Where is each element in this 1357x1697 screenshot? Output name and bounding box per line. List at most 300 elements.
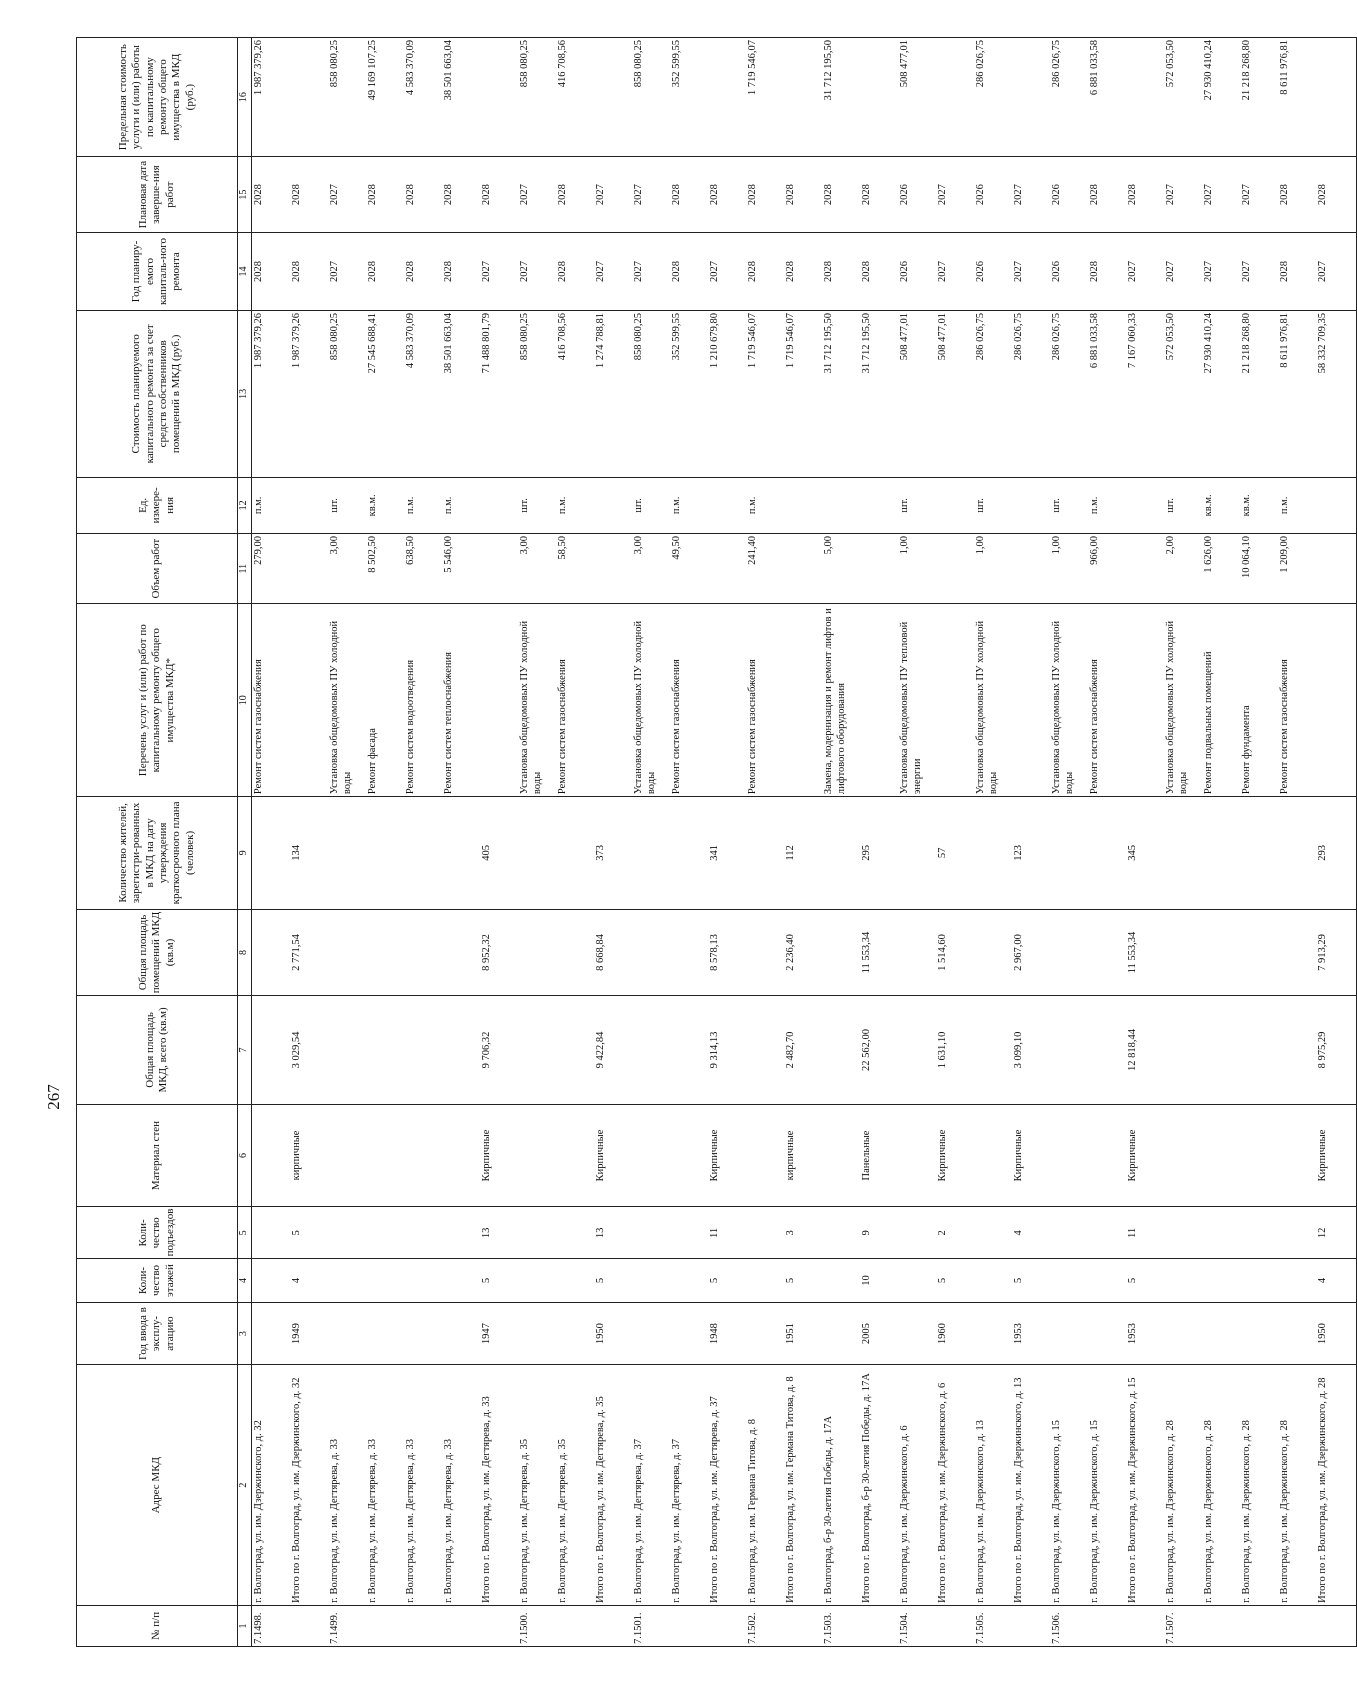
table-cell (329, 998, 367, 1101)
table-cell: 13 (481, 1227, 492, 1239)
table-cell: 2028 (481, 184, 492, 206)
table-cell: 4 583 370,09 (405, 40, 416, 96)
table-cell: 2028 (709, 184, 720, 206)
table-cell: г. Волгоград, ул. им. Дзержинского, д. 13 (975, 1420, 986, 1603)
table-cell: 1 987 379,26 (253, 40, 264, 96)
table-cell: Ремонт систем газоснабжения (671, 659, 682, 795)
table-cell: 10 064,10 (1241, 536, 1252, 578)
table-cell: п.м. (747, 496, 758, 515)
table-cell (899, 1305, 937, 1363)
col-16-cell (252, 38, 1357, 157)
table-cell: 8 952,32 (481, 934, 492, 971)
table-cell: 1 210 679,80 (709, 312, 720, 369)
table-cell: 134 (291, 845, 302, 861)
table-cell (823, 912, 861, 994)
table-cell (1013, 40, 1051, 154)
table-cell: 2028 (823, 184, 834, 206)
table-cell (1127, 606, 1165, 794)
table-cell (937, 40, 975, 154)
table-cell (1279, 1209, 1317, 1256)
table-cell: п.м. (405, 496, 416, 515)
col-10-cell (252, 604, 1357, 797)
table-cell: г. Волгоград, ул. им. Дзержинского, д. 6 (899, 1425, 910, 1603)
table-cell (557, 1209, 595, 1256)
col-number: 12 (238, 477, 252, 533)
table-cell: 1 987 379,26 (253, 312, 264, 369)
table-cell: 21 218 268,80 (1241, 40, 1252, 101)
table-cell: 1950 (595, 1323, 606, 1345)
table-cell (1013, 606, 1051, 794)
table-cell: 286 026,75 (1051, 40, 1062, 88)
table-cell: кв.м. (1203, 494, 1214, 517)
col-number: 5 (238, 1207, 252, 1259)
table-cell (1203, 1261, 1241, 1299)
col-header: № п/п (77, 1605, 238, 1646)
table-cell (1203, 1107, 1241, 1205)
table-cell: 9 314,13 (709, 1031, 720, 1069)
table-cell (1051, 799, 1089, 907)
table-cell: Итого по г. Волгоград, ул. им. Дегтярева, д. 35 (595, 1396, 606, 1603)
table-cell: 31 712 195,50 (861, 312, 872, 374)
table-cell: 1950 (1317, 1323, 1328, 1345)
table-cell: 1953 (1127, 1323, 1138, 1345)
table-cell: Установка общедомовых ПУ тепловой энергии (899, 621, 923, 795)
table-cell (1127, 480, 1165, 531)
table-cell: 8 668,84 (595, 934, 606, 971)
table-cell (899, 912, 937, 994)
table-cell (975, 1261, 1013, 1299)
col-number: 7 (238, 996, 252, 1104)
table-cell (557, 998, 595, 1101)
table-cell: 2028 (1127, 184, 1138, 206)
table-cell: 508 477,01 (937, 312, 948, 361)
table-cell (937, 536, 975, 601)
table-cell (329, 1305, 367, 1363)
table-cell: 2027 (1127, 261, 1138, 282)
table-cell (861, 536, 899, 601)
table-cell (1241, 1209, 1279, 1256)
col-number: 11 (238, 534, 252, 604)
table-cell (405, 1608, 443, 1644)
table-cell: 2027 (1317, 261, 1328, 282)
table-cell (1089, 1305, 1127, 1363)
table-cell: 345 (1127, 845, 1138, 861)
table-cell: 2,00 (1165, 536, 1176, 555)
table-cell (1165, 1209, 1203, 1256)
col-number: 14 (238, 233, 252, 311)
table-cell: 3,00 (519, 536, 530, 555)
table-cell: Кирпичные (1317, 1129, 1328, 1182)
table-cell (1051, 1107, 1089, 1205)
table-cell: 2028 (405, 261, 416, 282)
table-cell: 2028 (1089, 184, 1100, 206)
table-cell: 1947 (481, 1323, 492, 1345)
table-cell (747, 998, 785, 1101)
col-13-cell (252, 310, 1357, 477)
table-cell: 2028 (785, 261, 796, 282)
table-cell: 2026 (899, 261, 910, 282)
table-cell (1051, 1305, 1089, 1363)
table-cell: 2026 (1051, 184, 1062, 206)
table-cell: 2028 (1279, 184, 1290, 206)
header-row (77, 38, 238, 1647)
table-cell (899, 1107, 937, 1205)
col-1-cell (252, 1605, 1357, 1646)
table-cell: г. Волгоград, ул. им. Дзержинского, д. 15 (1051, 1420, 1062, 1603)
table-cell (633, 1209, 671, 1256)
col-header: Материал стен (77, 1104, 238, 1207)
table-cell: 7.1500. (519, 1612, 530, 1644)
table-cell: 405 (481, 845, 492, 861)
table-cell: кирпичные (785, 1130, 796, 1181)
table-cell (481, 480, 519, 531)
col-9-cell (252, 797, 1357, 910)
table-cell: 1949 (291, 1323, 302, 1345)
table-cell: 2027 (1203, 184, 1214, 206)
table-cell: 7.1502. (747, 1612, 758, 1644)
table-cell: 123 (1013, 845, 1024, 861)
table-cell: 21 218 268,80 (1241, 312, 1252, 374)
table-cell: 2028 (861, 184, 872, 206)
table-cell: 5 (481, 1277, 492, 1284)
table-cell (861, 40, 899, 154)
col-header: Общая площадь МКД, всего (кв.м) (77, 996, 238, 1104)
table-cell (1165, 799, 1203, 907)
table-cell: 858 080,25 (519, 312, 530, 361)
table-cell: г. Волгоград, ул. им. Германа Титова, д. 8 (747, 1419, 758, 1603)
table-cell (595, 40, 633, 154)
table-cell (823, 480, 861, 531)
table-cell: 7 167 060,33 (1127, 312, 1138, 369)
table-cell: 2027 (519, 261, 530, 282)
table-cell: 7.1507. (1165, 1612, 1176, 1644)
table-cell (1279, 799, 1317, 907)
table-cell: Итого по г. Волгоград, ул. им. Дзержинского, д. 32 (291, 1377, 302, 1603)
table-cell: 5,00 (823, 536, 834, 555)
table-cell (1203, 998, 1241, 1101)
table-cell (823, 799, 861, 907)
table-cell: 2027 (633, 184, 644, 206)
table-cell (1241, 912, 1279, 994)
table-cell: 286 026,75 (975, 40, 986, 88)
table-cell: Кирпичные (481, 1129, 492, 1182)
table-cell: 2028 (253, 184, 264, 206)
table-cell: 5 546,00 (443, 536, 454, 573)
table-cell: г. Волгоград, ул. им. Дегтярева, д. 33 (405, 1438, 416, 1603)
table-cell (671, 1209, 709, 1256)
table-cell (1127, 536, 1165, 601)
table-cell: 858 080,25 (633, 312, 644, 361)
table-cell: 1 626,00 (1203, 536, 1214, 573)
table-cell: Итого по г. Волгоград, ул. им. Германа Титова, д. 8 (785, 1376, 796, 1603)
table-cell: 508 477,01 (899, 40, 910, 88)
table-cell (1013, 1608, 1051, 1644)
table-cell: Панельные (861, 1130, 872, 1181)
table-cell (443, 1305, 481, 1363)
table-cell (329, 799, 367, 907)
table-cell: 2028 (367, 184, 378, 206)
table-cell: 2028 (1279, 261, 1290, 282)
table-body (252, 38, 1357, 1647)
table-cell (1089, 1261, 1127, 1299)
table-cell: Ремонт систем водоотведения (405, 659, 416, 795)
table-cell (823, 1305, 861, 1363)
table-cell (1051, 912, 1089, 994)
table-cell: 2027 (1241, 184, 1252, 206)
table-cell (329, 1107, 367, 1205)
table-cell: 2 482,70 (785, 1031, 796, 1069)
table-cell (747, 1209, 785, 1256)
table-cell (823, 1261, 861, 1299)
table-cell: шт. (519, 498, 530, 513)
table-cell: 38 501 663,04 (443, 312, 454, 374)
col-number: 2 (238, 1365, 252, 1605)
table-cell: 638,50 (405, 536, 416, 565)
table-cell (405, 1107, 443, 1205)
table-cell: Установка общедомовых ПУ холодной воды (975, 620, 999, 795)
table-cell (1203, 1305, 1241, 1363)
table-cell: п.м. (671, 496, 682, 515)
table-cell (709, 40, 747, 154)
table-cell: Ремонт систем газоснабжения (253, 659, 264, 795)
table-cell: 11 553,34 (1127, 931, 1138, 974)
table-cell: 8 975,29 (1317, 1031, 1328, 1069)
table-cell (823, 1107, 861, 1205)
table-cell (1051, 998, 1089, 1101)
table-cell (367, 1107, 405, 1205)
table-cell (519, 799, 557, 907)
table-cell (253, 998, 291, 1101)
table-cell: 2027 (1241, 261, 1252, 282)
table-cell (1013, 480, 1051, 531)
table-cell: 8 502,50 (367, 536, 378, 573)
table-cell: кирпичные (291, 1130, 302, 1181)
table-cell: п.м. (443, 496, 454, 515)
table-cell: 5 (291, 1230, 302, 1236)
table-cell: п.м. (1089, 496, 1100, 515)
table-cell (633, 1305, 671, 1363)
table-cell: 11 (1127, 1227, 1138, 1238)
table-cell: 295 (861, 845, 872, 861)
table-cell: шт. (1051, 498, 1062, 513)
table-cell (823, 998, 861, 1101)
col-4-cell (252, 1259, 1357, 1302)
table-cell: 341 (709, 845, 720, 861)
table-cell: 286 026,75 (1051, 312, 1062, 361)
table-cell: 293 (1317, 845, 1328, 861)
table-cell (1203, 799, 1241, 907)
table-cell (671, 1107, 709, 1205)
table-cell: 2027 (1165, 184, 1176, 206)
table-cell (595, 536, 633, 601)
col-number: 10 (238, 604, 252, 797)
table-cell: 4 (291, 1277, 302, 1284)
table-cell (861, 480, 899, 531)
table-cell (405, 998, 443, 1101)
table-cell: 2027 (1203, 261, 1214, 282)
page-number: 267 (44, 1084, 63, 1110)
table-cell: 2027 (937, 261, 948, 282)
table-cell: Установка общедомовых ПУ холодной воды (1165, 620, 1189, 795)
table-cell: г. Волгоград, ул. им. Дзержинского, д. 28 (1203, 1420, 1214, 1603)
col-header: Перечень услуг и (или) работ по капитальному ремонту общего имущества МКД* (77, 604, 238, 797)
table-cell: 2005 (861, 1323, 872, 1345)
table-cell: 7 913,29 (1317, 934, 1328, 971)
table-cell (1051, 1261, 1089, 1299)
table-cell (443, 998, 481, 1101)
table-cell: 27 930 410,24 (1203, 40, 1214, 101)
table-cell: 966,00 (1089, 536, 1100, 565)
table-cell: 416 708,56 (557, 40, 568, 88)
table-cell (671, 998, 709, 1101)
table-cell: Кирпичные (937, 1129, 948, 1182)
table-cell (671, 1305, 709, 1363)
table-cell: 2 (937, 1230, 948, 1236)
col-header: Адрес МКД (77, 1365, 238, 1605)
table-cell: 5 (1013, 1277, 1024, 1284)
table-cell: 1 274 788,81 (595, 312, 606, 369)
table-cell: г. Волгоград, ул. им. Дзержинского, д. 28 (1279, 1420, 1290, 1603)
table-cell (1241, 1107, 1279, 1205)
table-cell (1165, 1305, 1203, 1363)
table-cell: 572 053,50 (1165, 312, 1176, 361)
table-cell (519, 998, 557, 1101)
table-cell: г. Волгоград, ул. им. Дзержинского, д. 15 (1089, 1420, 1100, 1603)
table-cell (291, 40, 329, 154)
table-cell: 7.1504. (899, 1612, 910, 1644)
table-cell: кв.м. (367, 494, 378, 517)
table-cell: 3 099,10 (1013, 1031, 1024, 1069)
table-cell (1165, 912, 1203, 994)
table-cell (481, 40, 519, 154)
table-cell: Итого по г. Волгоград, ул. им. Дзержинского, д. 28 (1317, 1377, 1328, 1603)
table-cell (405, 1305, 443, 1363)
col-5-cell (252, 1207, 1357, 1259)
table-cell (861, 1608, 899, 1644)
table-cell (367, 799, 405, 907)
table-cell (975, 1305, 1013, 1363)
table-cell (1089, 1209, 1127, 1256)
table-cell: 49 169 107,25 (367, 40, 378, 101)
table-cell (367, 1209, 405, 1256)
table-cell: 2028 (291, 184, 302, 206)
table-cell (861, 606, 899, 794)
table-cell: шт. (1165, 498, 1176, 513)
col-6-cell (252, 1104, 1357, 1207)
table-cell: 9 (861, 1230, 872, 1236)
table-cell: 112 (785, 845, 796, 861)
table-cell (1279, 912, 1317, 994)
table-cell: 2027 (595, 184, 606, 206)
table-cell: 7.1501. (633, 1612, 644, 1644)
table-cell: 12 818,44 (1127, 1028, 1138, 1071)
table-cell (937, 606, 975, 794)
table-cell: шт. (329, 498, 340, 513)
table-cell: 38 501 663,04 (443, 40, 454, 101)
col-header: Общая площадь помещений МКД (кв.м) (77, 909, 238, 996)
table-cell: 2028 (557, 261, 568, 282)
table-cell (1241, 1305, 1279, 1363)
table-cell: 4 583 370,09 (405, 312, 416, 369)
table-cell (671, 799, 709, 907)
table-cell: 1948 (709, 1323, 720, 1345)
table-cell (595, 480, 633, 531)
table-cell: 2 771,54 (291, 934, 302, 971)
col-number: 15 (238, 157, 252, 233)
table-cell (747, 1107, 785, 1205)
table-cell: 11 553,34 (861, 931, 872, 974)
table-cell (1165, 998, 1203, 1101)
table-cell: 7.1505. (975, 1612, 986, 1644)
table-cell: 31 712 195,50 (823, 40, 834, 101)
table-cell: 1 631,10 (937, 1031, 948, 1069)
table-cell (1279, 1107, 1317, 1205)
table-cell: 9 422,84 (595, 1031, 606, 1069)
table-cell: 1 514,60 (937, 934, 948, 971)
table-cell (671, 1261, 709, 1299)
table-cell (253, 912, 291, 994)
table-cell: 58,50 (557, 536, 568, 560)
col-7-cell (252, 996, 1357, 1104)
table-cell (785, 536, 823, 601)
col-2-cell (252, 1365, 1357, 1605)
table-cell (899, 1261, 937, 1299)
table-cell (253, 799, 291, 907)
table-cell (1241, 1608, 1279, 1644)
table-cell: 49,50 (671, 536, 682, 560)
table-cell (405, 912, 443, 994)
table-cell: 2027 (1013, 261, 1024, 282)
table-cell: г. Волгоград, ул. им. Дзержинского, д. 32 (253, 1420, 264, 1603)
table-cell (329, 912, 367, 994)
table-cell (671, 912, 709, 994)
table-cell: г. Волгоград, ул. им. Дзержинского, д. 28 (1165, 1420, 1176, 1603)
col-header: Количество жителей, зарегистри-рованных в МКД на дату утверждения краткосрочного плана (человек) (77, 797, 238, 910)
table-cell (481, 606, 519, 794)
table-cell (519, 1305, 557, 1363)
table-cell (443, 912, 481, 994)
table-cell (519, 912, 557, 994)
table-cell: 2 967,00 (1013, 934, 1024, 971)
table-cell (1317, 40, 1355, 154)
table-cell: 2028 (1317, 184, 1328, 206)
table-cell: 2028 (671, 184, 682, 206)
table-cell: 373 (595, 845, 606, 861)
table-cell: 858 080,25 (329, 40, 340, 88)
table-cell: 286 026,75 (975, 312, 986, 361)
table-cell (1279, 998, 1317, 1101)
col-number: 6 (238, 1104, 252, 1207)
table-cell (405, 1209, 443, 1256)
table-cell (367, 1305, 405, 1363)
table-cell: Итого по г. Волгоград, ул. им. Дзержинского, д. 13 (1013, 1377, 1024, 1603)
table-cell: 2027 (937, 184, 948, 206)
table-cell (253, 1305, 291, 1363)
table-cell: 2026 (1051, 261, 1062, 282)
table-cell: 2027 (1165, 261, 1176, 282)
table-cell: 286 026,75 (1013, 312, 1024, 361)
table-cell: Ремонт систем газоснабжения (747, 659, 758, 795)
table-cell: 352 599,55 (671, 40, 682, 88)
table-cell: 2028 (785, 184, 796, 206)
table-cell (1279, 1305, 1317, 1363)
table-cell (899, 1209, 937, 1256)
table-cell: 2026 (975, 184, 986, 206)
table-cell: 12 (1317, 1227, 1328, 1239)
col-number: 9 (238, 797, 252, 910)
table-cell (291, 536, 329, 601)
table-cell (291, 606, 329, 794)
